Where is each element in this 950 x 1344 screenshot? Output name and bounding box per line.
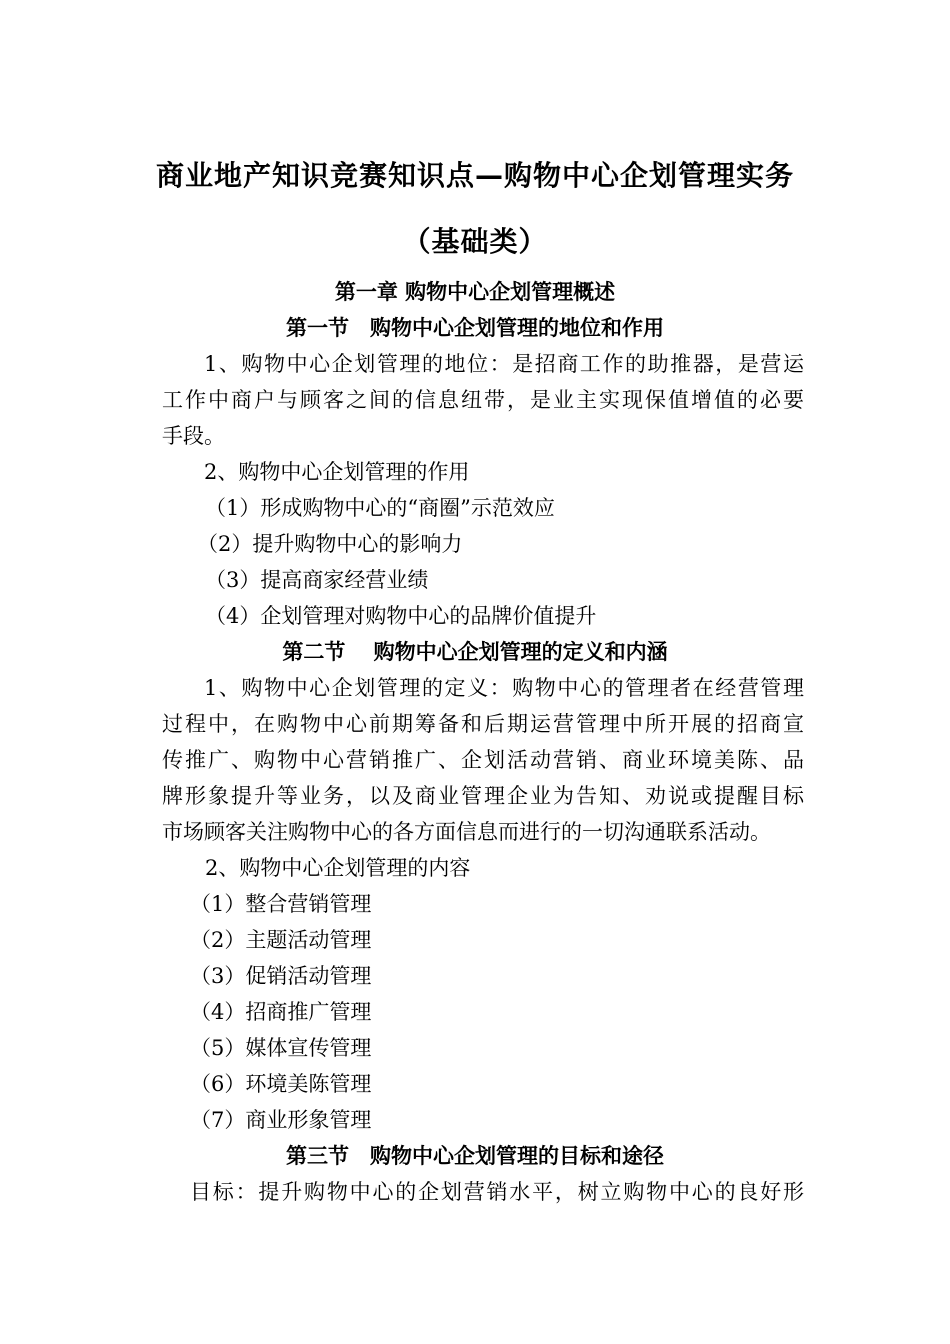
paragraph-line: 目标：提升购物中心的企划营销水平，树立购物中心的良好形 bbox=[190, 1180, 804, 1204]
list-item: （1）形成购物中心的“商圈”示范效应 bbox=[205, 496, 555, 520]
paragraph-line: 市场顾客关注购物中心的各方面信息而进行的一切沟通联系活动。 bbox=[162, 820, 771, 844]
chapter-heading: 第一章 购物中心企划管理概述 bbox=[334, 280, 616, 304]
document-subtitle: （基础类） bbox=[402, 225, 548, 258]
list-item: （4）企划管理对购物中心的品牌价值提升 bbox=[205, 604, 597, 628]
paragraph-line: 1、购物中心企划管理的地位：是招商工作的助推器，是营运 bbox=[204, 352, 804, 376]
list-item: （5）媒体宣传管理 bbox=[190, 1036, 372, 1060]
list-item: （6）环境美陈管理 bbox=[190, 1072, 372, 1096]
paragraph-line: 2、购物中心企划管理的作用 bbox=[204, 460, 470, 484]
list-item: （2）主题活动管理 bbox=[190, 928, 372, 952]
paragraph-line: 2、购物中心企划管理的内容 bbox=[205, 856, 471, 880]
paragraph-line: 1、购物中心企划管理的定义：购物中心的管理者在经营管理 bbox=[204, 676, 804, 700]
list-item: （2）提升购物中心的影响力 bbox=[197, 532, 463, 556]
list-item: （3）促销活动管理 bbox=[190, 964, 372, 988]
section-heading-2: 第二节 购物中心企划管理的定义和内涵 bbox=[282, 640, 668, 664]
paragraph-line: 传推广、购物中心营销推广、企划活动营销、商业环境美陈、品 bbox=[162, 748, 804, 772]
paragraph-line: 手段。 bbox=[162, 424, 225, 448]
document-title: 商业地产知识竞赛知识点—购物中心企划管理实务 bbox=[155, 159, 794, 192]
paragraph-line: 工作中商户与顾客之间的信息纽带，是业主实现保值增值的必要 bbox=[162, 388, 804, 412]
list-item: （3）提高商家经营业绩 bbox=[205, 568, 429, 592]
paragraph-line: 牌形象提升等业务，以及商业管理企业为告知、劝说或提醒目标 bbox=[162, 784, 804, 808]
list-item: （1）整合营销管理 bbox=[190, 892, 372, 916]
paragraph-line: 过程中，在购物中心前期筹备和后期运营管理中所开展的招商宣 bbox=[162, 712, 804, 736]
section-heading-3: 第三节 购物中心企划管理的目标和途径 bbox=[286, 1144, 664, 1168]
list-item: （4）招商推广管理 bbox=[190, 1000, 372, 1024]
list-item: （7）商业形象管理 bbox=[190, 1108, 372, 1132]
section-heading-1: 第一节 购物中心企划管理的地位和作用 bbox=[286, 316, 664, 340]
